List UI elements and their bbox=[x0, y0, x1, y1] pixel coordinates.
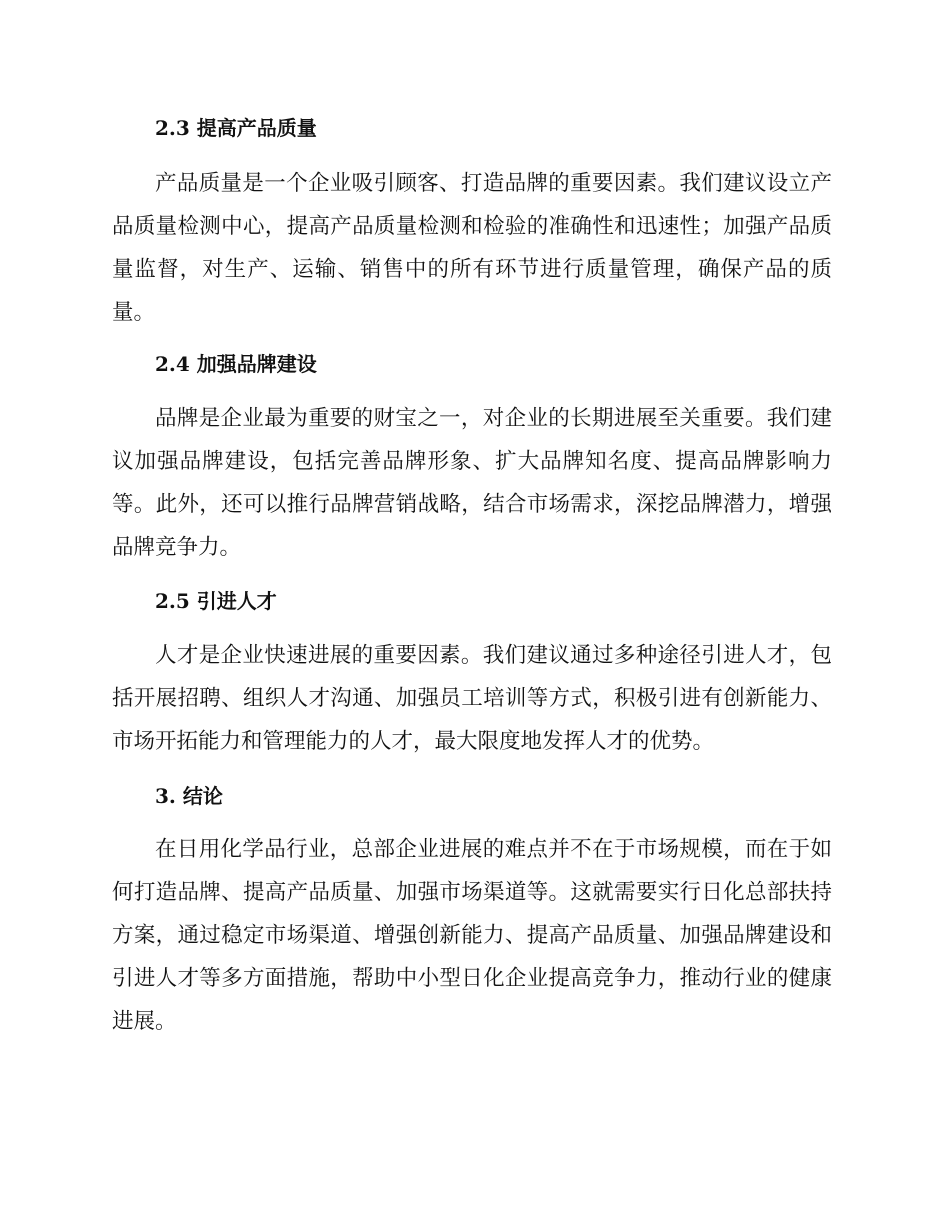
section-paragraph-conclusion: 在日用化学品行业，总部企业进展的难点并不在于市场规模，而在于如何打造品牌、提高产品质量、加强市场渠道等。这就需要实行日化总部扶持方案，通过稳定市场渠道、增强创新能力、提高产品质量、加强品牌建设和引进人才等多方面措施，帮助中小型日化企业提高竞争力，推动行业的健康进展。 bbox=[112, 837, 832, 1034]
section-paragraph-2-4: 品牌是企业最为重要的财宝之一，对企业的长期进展至关重要。我们建议加强品牌建设，包括完善品牌形象、扩大品牌知名度、提高品牌影响力等。此外，还可以推行品牌营销战略，结合市场需求，深挖品牌潜力，增强品牌竞争力。 bbox=[112, 406, 832, 560]
section-paragraph-2-5: 人才是企业快速进展的重要因素。我们建议通过多种途径引进人才，包括开展招聘、组织人才沟通、加强员工培训等方式，积极引进有创新能力、市场开拓能力和管理能力的人才，最大限度地发挥人才的优势。 bbox=[112, 643, 832, 754]
section-heading-conclusion: 3. 结论 bbox=[155, 784, 223, 808]
section-heading-2-5: 2.5 引进人才 bbox=[155, 589, 277, 613]
section-heading-2-4: 2.4 加强品牌建设 bbox=[155, 352, 317, 376]
section-heading-2-3: 2.3 提高产品质量 bbox=[155, 116, 317, 140]
section-paragraph-2-3: 产品质量是一个企业吸引顾客、打造品牌的重要因素。我们建议设立产品质量检测中心，提高产品质量检测和检验的准确性和迅速性；加强产品质量监督，对生产、运输、销售中的所有环节进行质量管理，确保产品的质量。 bbox=[112, 171, 832, 325]
